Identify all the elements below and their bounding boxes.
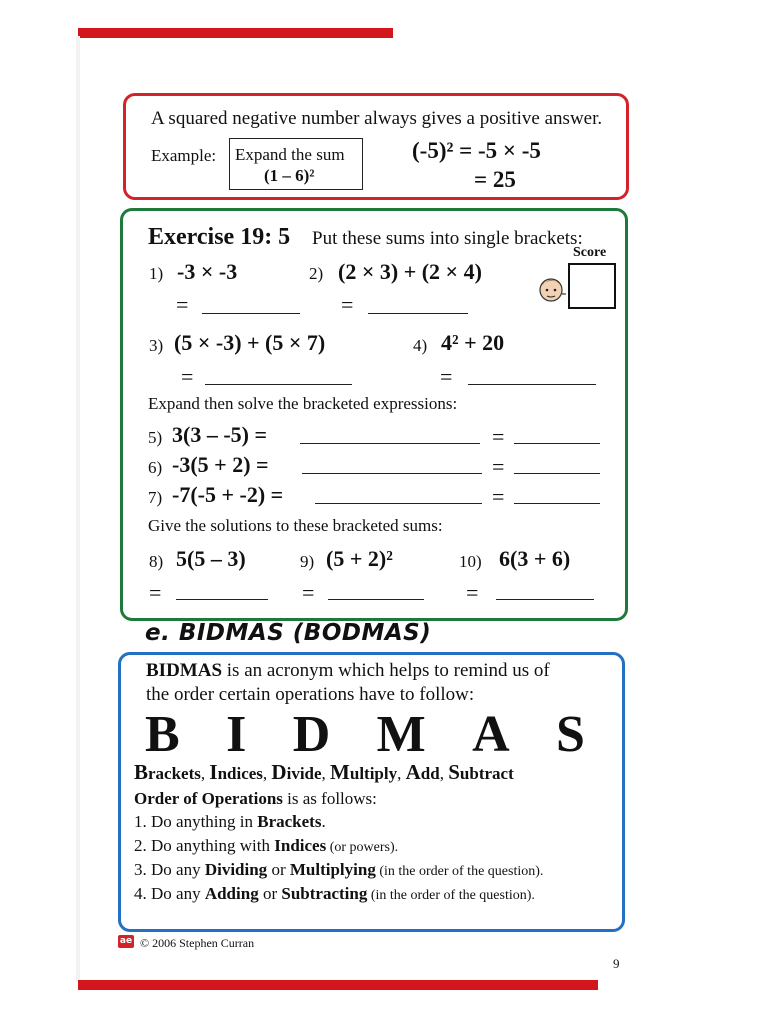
q2-number: 2) [309, 264, 324, 283]
rule-text: A squared negative number always gives a positive answer. [151, 108, 603, 129]
letter-m: M [376, 706, 426, 763]
step-4-bold2: Subtracting [281, 884, 368, 903]
word-divide-cap: D [271, 760, 287, 784]
word-subtract: ubtract [459, 764, 514, 783]
step-4-bold: Adding [204, 884, 259, 903]
q7-number: 7) [148, 488, 163, 507]
order-heading-rest: is as follows: [282, 789, 377, 808]
q5-answer-line[interactable] [514, 442, 600, 444]
q2-answer-line[interactable] [368, 312, 468, 314]
q4-equals: = [440, 364, 453, 389]
order-heading [134, 789, 377, 809]
step-1 [134, 812, 326, 832]
word-divide: ivide [286, 764, 322, 783]
step-4-or: or [258, 884, 282, 903]
q6-equals: = [492, 454, 505, 479]
step-1-bold: Brackets [257, 812, 322, 831]
bidmas-letters [145, 705, 585, 765]
q10-equals: = [466, 580, 479, 605]
top-red-bar [78, 28, 393, 38]
word-add: dd [420, 764, 440, 783]
word-multiply: ultiply [349, 764, 398, 783]
step-1-text: 1. Do anything in [134, 812, 258, 831]
step-2-text: 2. Do anything with [134, 836, 275, 855]
cartoon-face-icon [536, 274, 566, 304]
q7-working-line[interactable] [315, 502, 482, 504]
word-brackets: rackets [148, 764, 201, 783]
bottom-red-bar [78, 980, 598, 990]
word-multiply-cap: M [330, 760, 350, 784]
part2-instruction: Expand then solve the bracketed expressions: [148, 394, 458, 413]
q10-expression: 6(3 + 6) [499, 546, 571, 571]
page-edge [76, 36, 80, 982]
step-2-bold: Indices [274, 836, 327, 855]
step-2 [134, 836, 398, 856]
q3-number: 3) [149, 336, 164, 355]
q6-number: 6) [148, 458, 163, 477]
publisher-logo: ae [119, 936, 133, 946]
q4-number: 4) [413, 336, 428, 355]
step-2-note: (or powers). [326, 840, 399, 855]
section-heading: e. BIDMAS (BODMAS) [145, 620, 432, 646]
q9-answer-line[interactable] [328, 598, 424, 600]
letter-b: B [145, 706, 180, 763]
example-box-line1: Expand the sum [235, 145, 345, 164]
step-3 [134, 860, 543, 880]
order-heading-bold: Order of Operations [134, 789, 283, 808]
bidmas-intro-line1 [146, 660, 550, 682]
q1-expression: -3 × -3 [177, 259, 238, 284]
q3-answer-line[interactable] [205, 383, 352, 385]
step-4-note: (in the order of the question). [367, 888, 535, 903]
q1-number: 1) [149, 264, 164, 283]
page-number: 9 [613, 956, 620, 971]
q5-number: 5) [148, 428, 163, 447]
exercise-title: Exercise 19: 5 [148, 224, 291, 250]
step-3-text: 3. Do any [134, 860, 205, 879]
example-equation: (-5)² = -5 × -5 [412, 138, 541, 163]
example-box-line2: (1 – 6)² [264, 166, 315, 185]
q9-equals: = [302, 580, 315, 605]
step-3-note: (in the order of the question). [375, 864, 544, 879]
part3-instruction: Give the solutions to these bracketed sums: [148, 516, 443, 535]
step-4 [134, 884, 535, 904]
copyright: © 2006 Stephen Curran [140, 936, 255, 950]
exercise-instruction: Put these sums into single brackets: [312, 228, 583, 249]
q3-equals: = [181, 364, 194, 389]
q1-answer-line[interactable] [202, 312, 300, 314]
q8-expression: 5(5 – 3) [176, 546, 246, 571]
q8-equals: = [149, 580, 162, 605]
q5-working-line[interactable] [300, 442, 480, 444]
score-box[interactable] [568, 263, 616, 309]
q5-expression: 3(3 – -5) = [172, 422, 268, 447]
step-3-bold2: Multiplying [289, 860, 376, 879]
step-1-end: . [321, 812, 326, 831]
word-subtract-cap: S [448, 760, 460, 784]
q1-equals: = [176, 292, 189, 317]
example-result: = 25 [474, 167, 516, 192]
word-indices-cap: I [209, 760, 218, 784]
q9-expression: (5 + 2)² [326, 546, 393, 571]
bidmas-term: BIDMAS [146, 660, 223, 681]
example-label: Example: [151, 146, 217, 165]
step-4-text: 4. Do any [134, 884, 205, 903]
q2-expression: (2 × 3) + (2 × 4) [338, 259, 482, 284]
step-3-or: or [267, 860, 290, 879]
bidmas-intro-rest: is an acronym which helps to remind us of [222, 660, 550, 681]
q7-answer-line[interactable] [514, 502, 600, 504]
q9-number: 9) [300, 552, 315, 571]
score-label: Score [573, 245, 607, 260]
q6-expression: -3(5 + 2) = [172, 452, 269, 477]
letter-i: I [226, 706, 247, 763]
q6-answer-line[interactable] [514, 472, 600, 474]
q7-equals: = [492, 484, 505, 509]
q2-equals: = [341, 292, 354, 317]
q4-answer-line[interactable] [468, 383, 596, 385]
q10-answer-line[interactable] [496, 598, 594, 600]
q10-number: 10) [459, 552, 482, 571]
letter-a: A [472, 706, 510, 763]
word-indices: ndices [217, 764, 263, 783]
bidmas-words: Brackets, Indices, Divide, Multiply, Add, Subtract [134, 760, 514, 784]
q8-answer-line[interactable] [176, 598, 268, 600]
q4-expression: 4² + 20 [441, 330, 505, 355]
q3-expression: (5 × -3) + (5 × 7) [174, 330, 326, 355]
letter-s: S [556, 706, 585, 763]
word-brackets-cap: B [134, 760, 149, 784]
q6-working-line[interactable] [302, 472, 482, 474]
letter-d: D [292, 706, 331, 763]
step-3-bold: Dividing [204, 860, 268, 879]
q5-equals: = [492, 424, 505, 449]
q8-number: 8) [149, 552, 164, 571]
bidmas-intro-line2: the order certain operations have to follow: [146, 684, 475, 705]
q7-expression: -7(-5 + -2) = [172, 482, 284, 507]
word-add-cap: A [405, 760, 421, 784]
